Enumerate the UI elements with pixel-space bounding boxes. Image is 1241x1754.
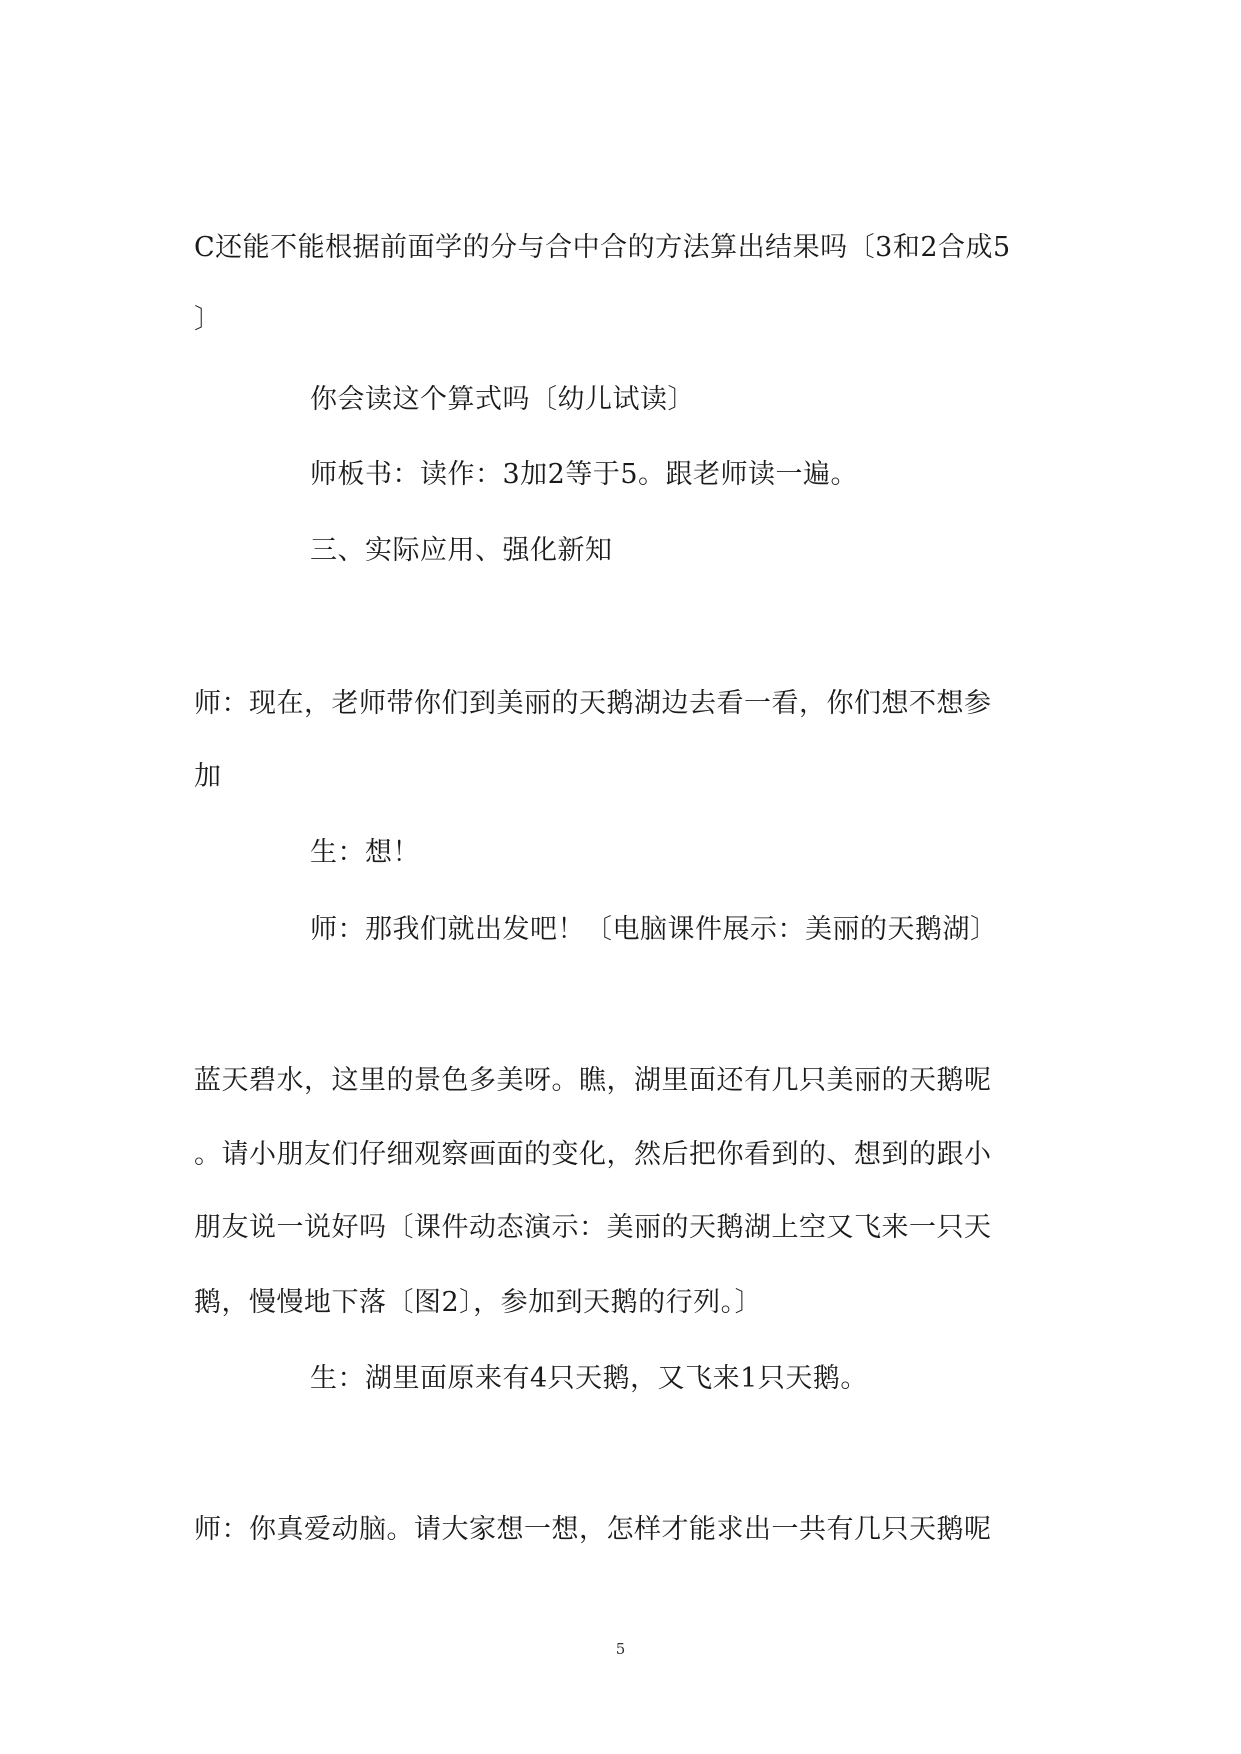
paragraph-line: 师：你真爱动脑。请大家想一想，怎样才能求出一共有几只天鹅呢: [194, 1514, 992, 1545]
page-number: 5: [615, 1640, 626, 1658]
paragraph-line: 师板书：读作：3加2等于5。跟老师读一遍。: [310, 459, 859, 490]
paragraph-line: C还能不能根据前面学的分与合中合的方法算出结果吗〔3和2合成5: [194, 232, 1011, 263]
paragraph-line: 师：现在，老师带你们到美丽的天鹅湖边去看一看，你们想不想参: [194, 688, 992, 719]
paragraph-line: 生：想！: [310, 837, 420, 868]
paragraph-line: 。请小朋友们仔细观察画面的变化，然后把你看到的、想到的跟小: [194, 1139, 992, 1170]
paragraph-line: 你会读这个算式吗〔幼儿试读〕: [310, 384, 695, 415]
paragraph-line: 生：湖里面原来有4只天鹅，又飞来1只天鹅。: [310, 1363, 868, 1394]
paragraph-line: 朋友说一说好吗〔课件动态演示：美丽的天鹅湖上空又飞来一只天: [194, 1212, 992, 1243]
paragraph-line: 蓝天碧水，这里的景色多美呀。瞧，湖里面还有几只美丽的天鹅呢: [194, 1065, 992, 1096]
paragraph-line: 〕: [194, 304, 222, 335]
paragraph-line: 鹅，慢慢地下落〔图2〕，参加到天鹅的行列。〕: [194, 1287, 763, 1318]
section-heading: 三、实际应用、强化新知: [310, 535, 613, 566]
paragraph-line: 加: [194, 761, 222, 792]
paragraph-line: 师：那我们就出发吧！〔电脑课件展示：美丽的天鹅湖〕: [310, 914, 998, 945]
